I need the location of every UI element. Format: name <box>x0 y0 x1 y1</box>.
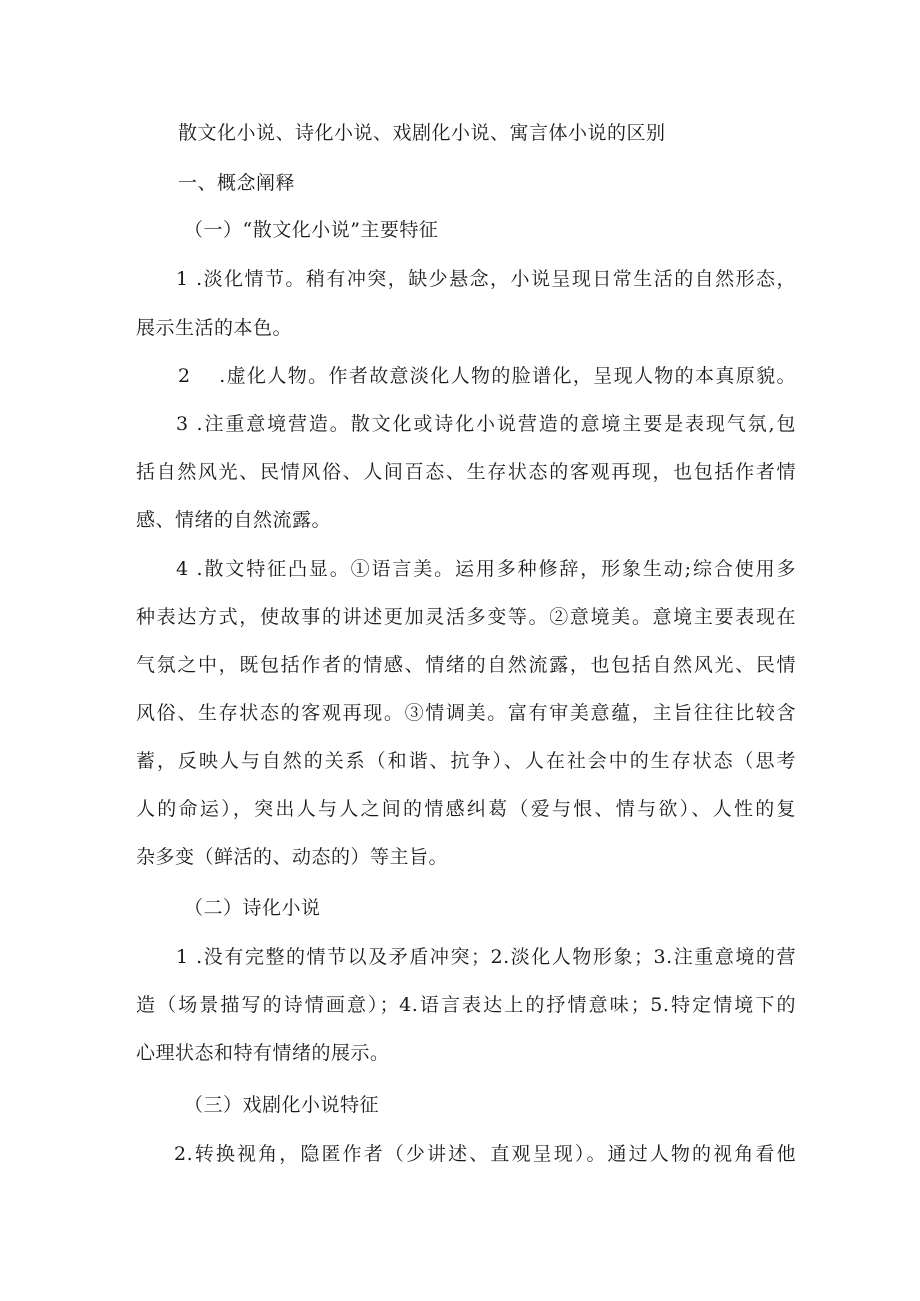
subsection-heading: （一）“散文化小说”主要特征 <box>184 219 439 241</box>
paragraph-line: 1 .没有完整的情节以及矛盾冲突；2.淡化人物形象；3.注重意境的营 <box>176 946 796 968</box>
paragraph-line: 杂多变（鲜活的、动态的）等主旨。 <box>136 846 449 868</box>
paragraph-line: 风俗、生存状态的客观再现。③情调美。富有审美意蕴，主旨往往比较含 <box>136 702 796 724</box>
paragraph-line: 种表达方式，使故事的讲述更加灵活多变等。②意境美。意境主要表现在 <box>136 606 796 628</box>
paragraph-line: 括自然风光、民情风俗、人间百态、生存状态的客观再现，也包括作者情 <box>136 461 796 483</box>
paragraph-line: 1 .淡化情节。稍有冲突，缺少悬念，小说呈现日常生活的自然形态， <box>176 268 796 290</box>
paragraph-line: 人的命运），突出人与人之间的情感纠葛（爱与恨、情与欲）、人性的复 <box>136 798 796 820</box>
paragraph-line: 4 .散文特征凸显。①语言美。运用多种修辞，形象生动;综合使用多 <box>176 558 796 580</box>
paragraph-line: 气氛之中，既包括作者的情感、情绪的自然流露，也包括自然风光、民情 <box>136 654 796 676</box>
paragraph-line: 3 .注重意境营造。散文化或诗化小说营造的意境主要是表现气氛,包 <box>176 413 796 435</box>
section-heading: 一、概念阐释 <box>178 172 296 194</box>
subsection-heading: （二）诗化小说 <box>184 897 321 919</box>
paragraph-line: 2.转换视角，隐匿作者（少讲述、直观呈现）。通过人物的视角看他 <box>174 1143 796 1165</box>
paragraph-line: 2 .虚化人物。作者故意淡化人物的脸谱化，呈现人物的本真原貌。 <box>178 365 796 387</box>
paragraph-line: 感、情绪的自然流露。 <box>136 509 332 531</box>
paragraph-line: 展示生活的本色。 <box>136 317 293 339</box>
subsection-heading: （三）戏剧化小说特征 <box>184 1094 380 1116</box>
paragraph-line: 蓄，反映人与自然的关系（和谐、抗争）、人在社会中的生存状态（思考 <box>136 750 796 772</box>
document-title: 散文化小说、诗化小说、戏剧化小说、寓言体小说的区别 <box>178 122 666 144</box>
paragraph-line: 造（场景描写的诗情画意）；4.语言表达上的抒情意味；5.特定情境下的 <box>136 994 796 1016</box>
paragraph-line: 心理状态和特有情绪的展示。 <box>136 1042 390 1064</box>
